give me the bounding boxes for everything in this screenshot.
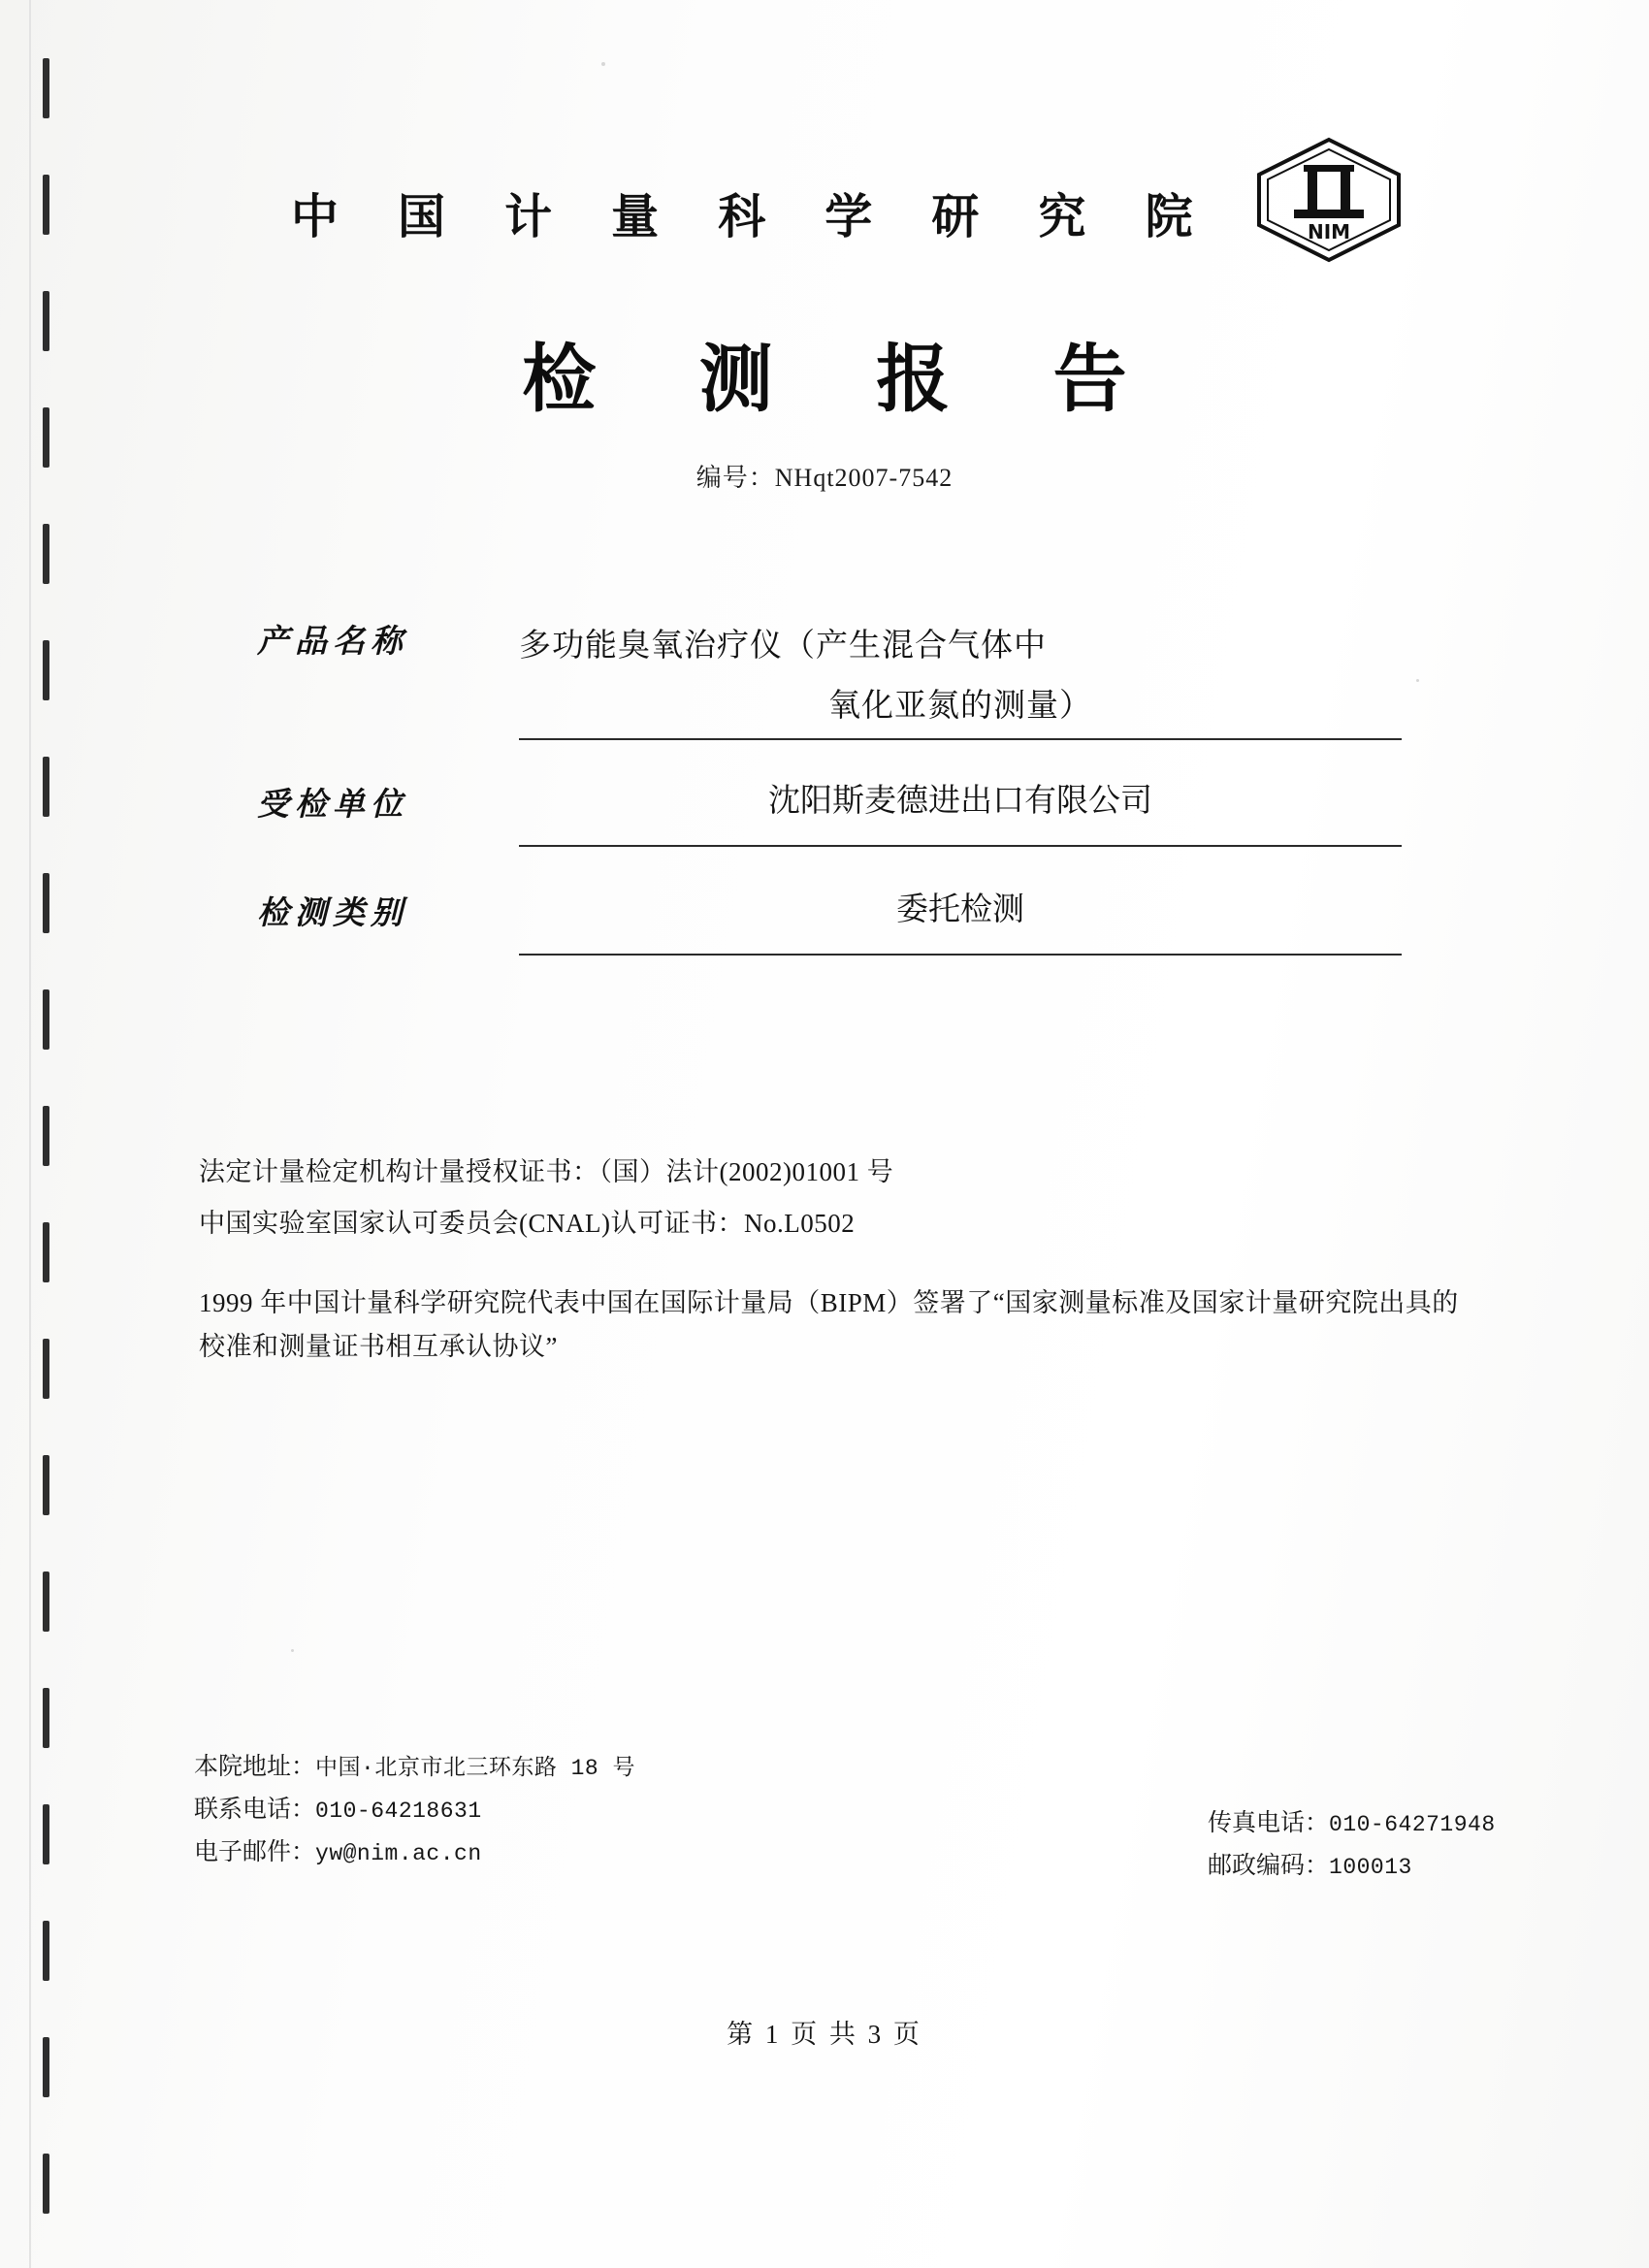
contact-email-label: 电子邮件：: [194, 1838, 316, 1865]
contact-address-label: 本院地址：: [194, 1754, 316, 1780]
certification-line-2: 中国实验室国家认可委员会(CNAL)认可证书：No.L0502: [199, 1209, 856, 1238]
page-title: 检 测 报 告: [522, 336, 1166, 422]
contact-postcode-value: 100013: [1329, 1854, 1412, 1880]
certification-block: [199, 1159, 1460, 1368]
page-number: 第 1 页 共 3 页: [727, 2020, 922, 2049]
field-label-product-name: 产品名称: [257, 622, 408, 660]
contact-email-row: [194, 1831, 931, 1874]
field-block: [257, 606, 1402, 969]
field-value-product-name-line2: 氧化亚氮的测量）: [828, 689, 1092, 724]
scan-speckle: [601, 62, 605, 66]
contact-phone-row: [194, 1789, 931, 1831]
field-rule-test-category: [519, 954, 1402, 956]
contact-phone-value: 010-64218631: [315, 1798, 482, 1824]
contact-phone-label: 联系电话：: [194, 1796, 316, 1823]
field-value-product-name-line1: 多功能臭氧治疗仪（产生混合气体中: [519, 629, 1047, 664]
field-label-test-category: 检测类别: [257, 893, 408, 931]
contact-address-value: 中国·北京市北三环东路 18 号: [315, 1756, 636, 1781]
report-number: 编号：NHqt2007-7542: [695, 464, 954, 492]
field-label-inspected-unit: 受检单位: [257, 785, 408, 823]
contact-fax-label: 传真电话：: [1208, 1810, 1330, 1836]
svg-text:NIM: NIM: [1307, 220, 1351, 243]
field-test-category: [257, 860, 1402, 969]
scan-speckle: [1416, 679, 1419, 682]
contact-address-row: [194, 1746, 931, 1789]
field-value-inspected-unit: 沈阳斯麦德进出口有限公司: [768, 784, 1152, 819]
field-product-name: [257, 606, 1402, 752]
contact-email-value: yw@nim.ac.cn: [315, 1840, 482, 1866]
mra-statement: 1999 年中国计量科学研究院代表中国在国际计量局（BIPM）签署了“国家测量标准及国家计量研究院出具的校准和测量证书相互承认协议”: [199, 1288, 1459, 1361]
contact-fax-value: 010-64271948: [1329, 1812, 1496, 1837]
contact-postcode-label: 邮政编码：: [1208, 1852, 1330, 1879]
field-rule-product-name: [519, 738, 1402, 740]
contact-postcode-row: [1208, 1845, 1615, 1888]
certification-line-1: 法定计量检定机构计量授权证书：（国）法计(2002)01001 号: [199, 1157, 894, 1186]
contact-fax-row: [1208, 1802, 1615, 1845]
scan-speckle: [291, 1649, 294, 1652]
nim-logo-icon: [1251, 136, 1406, 264]
field-rule-inspected-unit: [519, 845, 1402, 847]
field-inspected-unit: [257, 752, 1402, 860]
field-value-test-category: 委托检测: [896, 892, 1024, 927]
organization-title: 中 国 计 量 科 学 研 究 院: [291, 188, 1214, 244]
